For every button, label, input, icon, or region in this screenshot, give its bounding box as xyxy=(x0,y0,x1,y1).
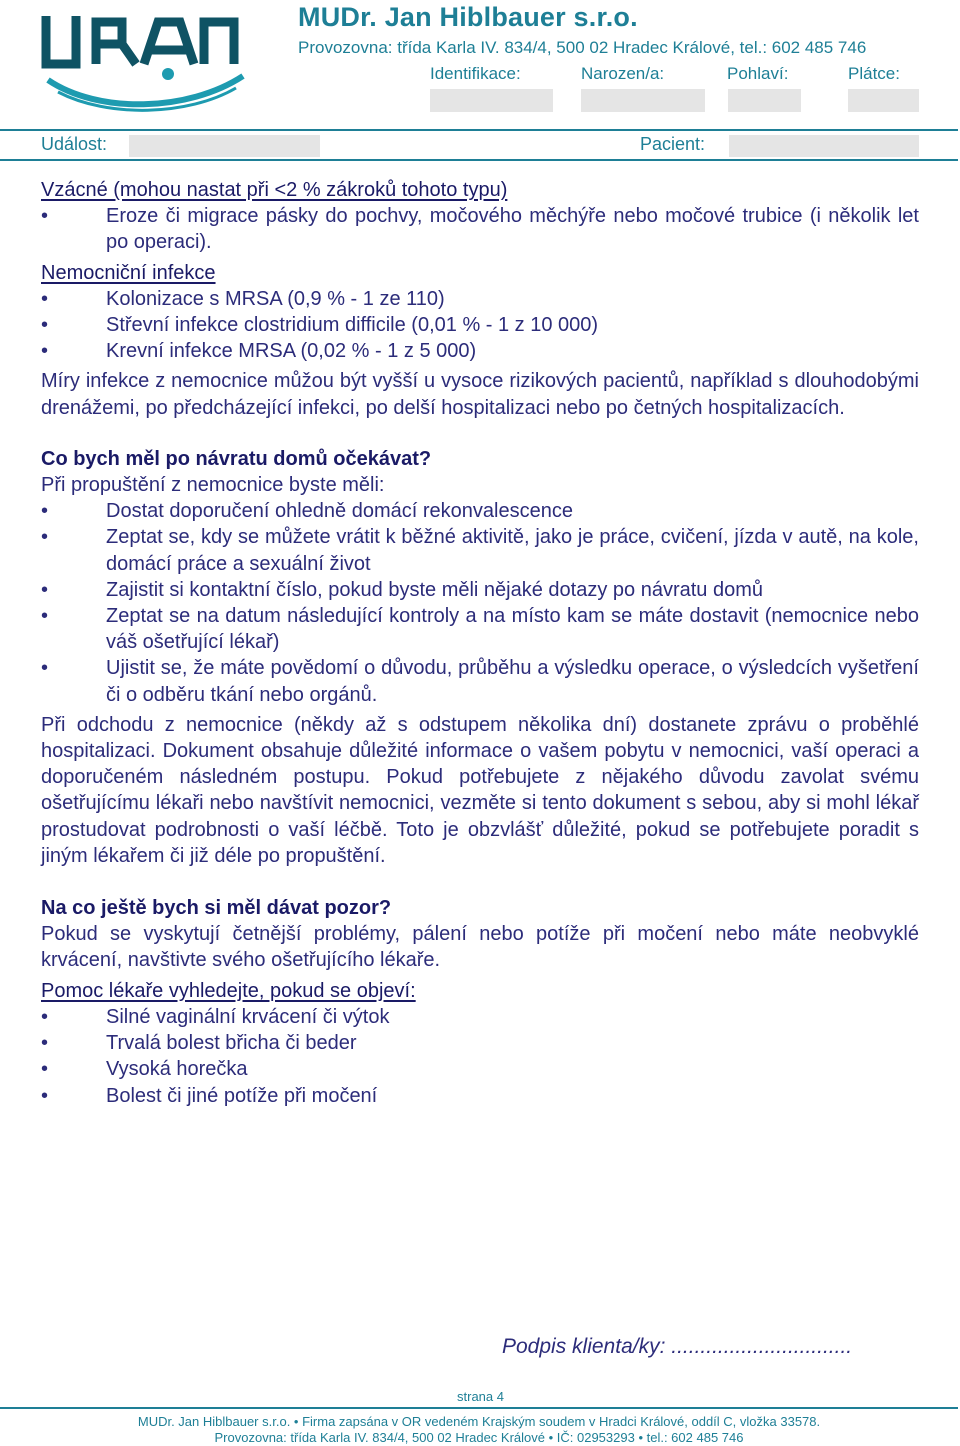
narozen-field[interactable] xyxy=(581,89,705,112)
doctor-heading: Pomoc lékaře vyhledejte, pokud se objeví: xyxy=(41,979,416,1002)
doctor-list xyxy=(41,1004,919,1109)
company-name: MUDr. Jan Hiblbauer s.r.o. xyxy=(298,2,638,32)
list-item: • Eroze či migrace pásky do pochvy, močového měchýře nebo močové trubice (i několik let po operaci). xyxy=(41,203,919,255)
identifikace-label: Identifikace: xyxy=(430,64,521,83)
list-item: • Krevní infekce MRSA (0,02 % - 1 z 5 000) xyxy=(41,338,919,364)
page-number: strana 4 xyxy=(457,1389,504,1404)
list-item: • Silné vaginální krvácení či výtok xyxy=(41,1004,919,1030)
company-address: Provozovna: třída Karla IV. 834/4, 500 02 Hradec Králové, tel.: 602 485 746 xyxy=(298,38,867,57)
footer-line-2: Provozovna: třída Karla IV. 834/4, 500 02 Hradec Králové • IČ: 02953293 • tel.: 602 485 746 xyxy=(214,1430,744,1445)
header-divider-bottom xyxy=(0,159,958,161)
rare-complications-heading: Vzácné (mohou nastat při <2 % zákroků tohoto typu) xyxy=(41,179,508,201)
logo-text: URAN xyxy=(38,6,41,7)
identifikace-field[interactable] xyxy=(430,89,553,112)
platce-label: Plátce: xyxy=(848,64,900,83)
list-item: • Zajistit si kontaktní číslo, pokud byste měli nějaké dotazy po návratu domů xyxy=(41,577,919,603)
home-list xyxy=(41,498,919,708)
rare-complications-list xyxy=(41,203,919,255)
infection-note: Míry infekce z nemocnice můžou být vyšší u vysoce rizikových pacientů, například s dlouhodobými drenážemi, po předcházející infekci, po delší hospitalizaci nebo po četných hospitalizacích. xyxy=(41,370,919,419)
footer-line-1: MUDr. Jan Hiblbauer s.r.o. • Firma zapsána v OR vedeném Krajským soudem v Hradci Králové, oddíl C, vložka 33578. xyxy=(137,1414,821,1429)
list-item: • Ujistit se, že máte povědomí o důvodu, průběhu a výsledku operace, o výsledcích vyšetření či o odběru tkání nebo orgánů. xyxy=(41,655,919,707)
list-item: • Střevní infekce clostridium difficile (0,01 % - 1 z 10 000) xyxy=(41,312,919,338)
document-body xyxy=(41,177,919,1109)
discharge-paragraph: Při odchodu z nemocnice (někdy až s odstupem několika dní) dostanete zprávu o proběhlé hospitalizaci. Dokument obsahuje důležité informace o vašem pobytu v nemocnici, vaší operaci a doporučeném následném postupu. Pokud potřebujete z nějakého důvodu zavolat svému ošetřujícímu lékaři nebo navštívit nemocnici, vezměte si tento dokument s sebou, aby si mohl lékař prostudovat podrobnosti o vaší léčbě. Toto je obzvlášť důležité, pokud se potřebujete poradit s jiným lékařem či již déle po propuštění. xyxy=(41,713,919,867)
attention-paragraph: Pokud se vyskytují četnější problémy, pálení nebo potíže při močení nebo máte neobvyklé krvácení, navštivte svého ošetřujícího lékaře. xyxy=(41,923,919,972)
list-item: • Trvalá bolest břicha či beder xyxy=(41,1030,919,1056)
signature-line: Podpis klienta/ky: ............................... xyxy=(502,1335,853,1358)
pohlavi-field[interactable] xyxy=(728,89,801,112)
udalost-label: Událost: xyxy=(41,134,108,154)
platce-field[interactable] xyxy=(848,89,919,112)
pacient-field[interactable] xyxy=(729,135,919,157)
narozen-label: Narozen/a: xyxy=(581,64,665,83)
footer-divider xyxy=(0,1407,958,1409)
infection-list xyxy=(41,286,919,365)
header-divider-top xyxy=(0,129,958,131)
udalost-field[interactable] xyxy=(129,135,320,157)
list-item: • Zeptat se na datum následující kontroly a na místo kam se máte dostavit (nemocnice nebo váš ošetřující lékař) xyxy=(41,603,919,655)
list-item: • Vysoká horečka xyxy=(41,1056,919,1082)
list-item: • Bolest či jiné potíže při močení xyxy=(41,1083,919,1109)
uran-logo xyxy=(38,6,264,116)
list-item: • Zeptat se, kdy se můžete vrátit k běžné aktivitě, jako je práce, cvičení, jízda v autě, na kole, domácí práce a sexuální život xyxy=(41,524,919,576)
attention-heading: Na co ještě bych si měl dávat pozor? xyxy=(41,897,392,920)
list-item: • Kolonizace s MRSA (0,9 % - 1 ze 110) xyxy=(41,286,919,312)
pohlavi-label: Pohlaví: xyxy=(727,64,789,83)
pacient-label: Pacient: xyxy=(640,134,706,154)
home-heading: Co bych měl po návratu domů očekávat? xyxy=(41,447,432,470)
list-item: • Dostat doporučení ohledně domácí rekonvalescence xyxy=(41,498,919,524)
infection-heading: Nemocniční infekce xyxy=(41,261,216,284)
home-intro: Při propuštění z nemocnice byste měli: xyxy=(41,474,385,497)
